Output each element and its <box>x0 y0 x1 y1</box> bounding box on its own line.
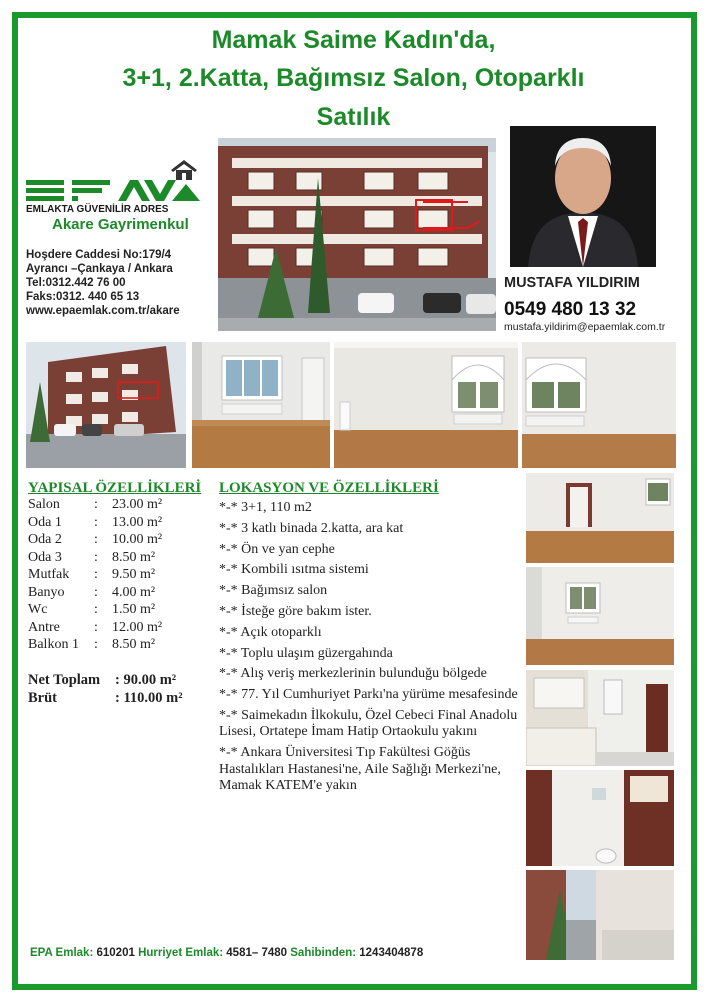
bathroom-photo <box>526 770 674 866</box>
net-total-value: : 90.00 m² <box>115 672 177 688</box>
agent-name: MUSTAFA YILDIRIM <box>504 275 640 291</box>
room-size-row <box>28 550 218 568</box>
location-feature-item: *-* Bağımsız salon <box>219 583 328 599</box>
interior-room-photo-2 <box>526 567 674 665</box>
listing-title-line-1: Mamak Saime Kadın'da, <box>211 26 496 54</box>
agent-email: mustafa.yildirim@epaemlak.com.tr <box>504 321 666 333</box>
room-name: Oda 2 <box>28 532 62 547</box>
room-area: 8.50 m² <box>112 549 156 565</box>
room-area: 13.00 m² <box>112 514 163 530</box>
interior-window-photo-3 <box>522 342 676 468</box>
location-feature-item: *-* Ankara Üniversitesi Tıp Fakültesi Göğüs Hastalıkları Hastanesi'ne, Aile Sağlığı Merkezi'ne, Mamak KATEM'e yakın <box>219 745 501 794</box>
company-address-line-2: Ayrancı –Çankaya / Ankara <box>26 263 173 275</box>
room-area: 9.50 m² <box>112 567 156 582</box>
company-website: www.epaemlak.com.tr/akare <box>26 305 180 317</box>
company-contact <box>26 248 226 318</box>
room-sizes-list <box>28 497 218 655</box>
gross-total-label: Brüt <box>28 690 57 706</box>
room-area: 12.00 m² <box>112 619 163 635</box>
room-colon: : <box>94 637 98 652</box>
room-area: 10.00 m² <box>112 532 163 547</box>
area-totals <box>28 672 228 708</box>
interior-window-photo-1 <box>192 342 330 468</box>
building-side-photo <box>26 342 186 468</box>
room-size-row <box>28 585 218 603</box>
location-feature-item: *-* Kombili ısıtma sistemi <box>219 562 369 578</box>
location-features-heading: LOKASYON VE ÖZELLİKLERİ <box>219 480 439 496</box>
company-name: Akare Gayrimenkul <box>52 216 189 233</box>
location-feature-item: *-* Toplu ulaşım güzergahında <box>219 645 393 661</box>
location-feature-item: *-* Ön ve yan cephe <box>219 541 335 557</box>
company-tagline: EMLAKTA GÜVENİLİR ADRES <box>26 204 169 215</box>
room-area: 8.50 m² <box>112 637 156 652</box>
net-total-label: Net Toplam <box>28 672 101 688</box>
company-address-line-1: Hoşdere Caddesi No:179/4 <box>26 249 172 261</box>
structural-features-heading: YAPISAL ÖZELLİKLERİ <box>28 480 202 496</box>
interior-window-photo-2 <box>334 342 518 468</box>
location-feature-item: *-* Saimekadın İlkokulu, Özel Cebeci Final Anadolu Lisesi, Ortatepe İmam Hatip Ortaokulu yakını <box>219 707 518 740</box>
net-total-row <box>28 672 228 690</box>
room-area: 23.00 m² <box>112 497 163 512</box>
room-name: Mutfak <box>28 567 70 582</box>
room-area: 1.50 m² <box>112 602 156 617</box>
gross-total-row <box>28 690 228 708</box>
location-feature-item: *-* Alış veriş merkezlerinin bulunduğu bölgede <box>219 666 487 682</box>
room-colon: : <box>94 549 98 565</box>
location-feature-item: *-* Açık otoparklı <box>219 624 322 640</box>
room-area: 4.00 m² <box>112 584 156 600</box>
gross-total-value: : 110.00 m² <box>115 690 183 706</box>
listing-title-line-2: 3+1, 2.Katta, Bağımsız Salon, Otoparklı <box>122 64 585 92</box>
room-size-row <box>28 532 218 550</box>
agent-portrait-photo <box>510 126 656 267</box>
room-colon: : <box>94 619 98 635</box>
hurriyet-ref-value: 4581– 7480 <box>226 947 288 959</box>
sahibinden-ref-label: Sahibinden: <box>290 947 357 959</box>
room-colon: : <box>94 497 98 512</box>
listing-references-footer <box>30 947 423 959</box>
room-name: Salon <box>28 497 60 512</box>
room-size-row <box>28 620 218 638</box>
room-colon: : <box>94 532 98 547</box>
room-size-row <box>28 602 218 620</box>
balcony-view-photo <box>526 870 674 960</box>
epa-ref-label: EPA Emlak: <box>30 947 94 959</box>
interior-room-photo-1 <box>526 473 674 563</box>
location-feature-item: *-* 3+1, 110 m2 <box>219 500 312 515</box>
company-fax: Faks:0312. 440 65 13 <box>26 291 140 303</box>
room-size-row <box>28 637 218 655</box>
room-size-row <box>28 515 218 533</box>
room-name: Oda 1 <box>28 514 62 530</box>
sahibinden-ref-value: 1243404878 <box>359 947 424 959</box>
building-exterior-photo <box>218 138 496 331</box>
hurriyet-ref-label: Hurriyet Emlak: <box>138 947 224 959</box>
room-size-row <box>28 567 218 585</box>
room-name: Antre <box>28 619 60 635</box>
room-colon: : <box>94 584 98 600</box>
room-name: Wc <box>28 602 48 617</box>
location-feature-item: *-* 77. Yıl Cumhuriyet Parkı'na yürüme mesafesinde <box>219 687 518 703</box>
epa-ref-value: 610201 <box>96 947 135 959</box>
room-name: Banyo <box>28 584 65 600</box>
kitchen-photo <box>526 670 674 766</box>
room-size-row <box>28 497 218 515</box>
room-name: Balkon 1 <box>28 637 79 652</box>
company-phone: Tel:0312.442 76 00 <box>26 277 126 289</box>
listing-title-line-3: Satılık <box>316 103 391 131</box>
location-features-list <box>219 500 519 799</box>
room-colon: : <box>94 567 98 582</box>
location-feature-item: *-* İsteğe göre bakım ister. <box>219 603 372 619</box>
room-colon: : <box>94 514 98 530</box>
room-colon: : <box>94 602 98 617</box>
location-feature-item: *-* 3 katlı binada 2.katta, ara kat <box>219 520 404 536</box>
room-name: Oda 3 <box>28 549 62 565</box>
agent-phone: 0549 480 13 32 <box>504 299 637 320</box>
